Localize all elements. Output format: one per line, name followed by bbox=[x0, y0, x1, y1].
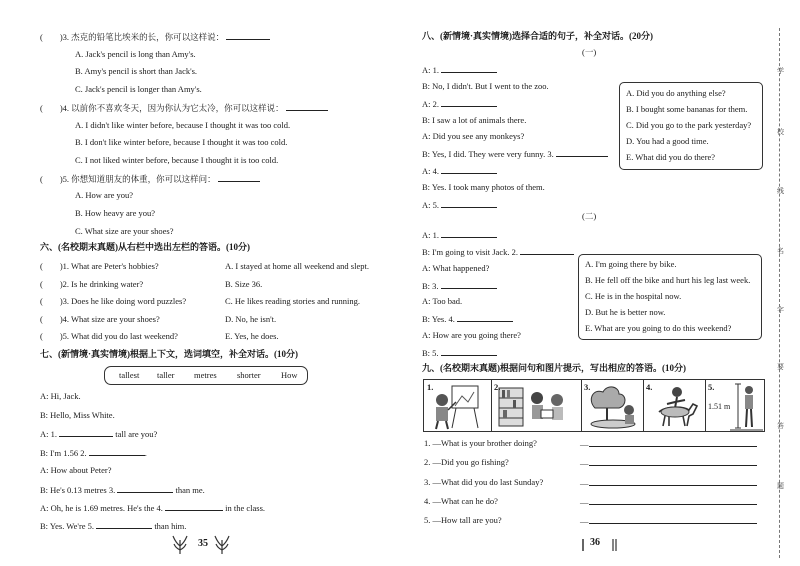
part1-options-box bbox=[619, 82, 763, 170]
dialogue-line: A: 5. bbox=[422, 199, 497, 211]
section6-question: ( )2. Is he drinking water? bbox=[40, 279, 144, 289]
section7-title: 七、(新情境·真实情境)根据上下文，选词填空，补全对话。(10分) bbox=[40, 349, 298, 359]
part2-options-box bbox=[578, 254, 762, 340]
section6-question: ( )4. What size are your shoes? bbox=[40, 314, 160, 324]
picture-2-reading: 2. bbox=[491, 380, 582, 431]
word-bank-item: tallest bbox=[119, 370, 140, 380]
dialogue-line: A: Oh, he is 1.69 metres. He's the 4. in the class. bbox=[40, 503, 266, 513]
section9-question: 5. —How tall are you? bbox=[424, 515, 502, 525]
binding-label: 校 bbox=[777, 128, 784, 136]
dialogue-line: A: 1. tall are you? bbox=[40, 429, 158, 439]
q3-option-a: A. Jack's pencil is long than Amy's. bbox=[75, 49, 196, 59]
section9-question: 4. —What can he do? bbox=[424, 496, 498, 506]
answer-line: — bbox=[580, 515, 757, 527]
dialogue-line: A: What happened? bbox=[422, 263, 490, 273]
dialogue-line: A: How about Peter? bbox=[40, 465, 112, 475]
dialogue-line: B: Hello, Miss White. bbox=[40, 410, 115, 420]
q4-option-b: B. I don't like winter before, because I thought it was too cold. bbox=[75, 137, 288, 147]
option-item: A. Did you do anything else? bbox=[626, 88, 726, 98]
word-bank-item: shorter bbox=[237, 370, 261, 380]
section6-question: ( )3. Does he like doing word puzzles? bbox=[40, 296, 187, 306]
q4-stem: ( )4. 以前你不喜欢冬天，因为你认为它太冷，你可以这样说： bbox=[40, 102, 328, 114]
q5-option-a: A. How are you? bbox=[75, 190, 134, 200]
dialogue-line: B: No, I didn't. But I went to the zoo. bbox=[422, 81, 549, 91]
page-marker-icon bbox=[580, 537, 590, 555]
option-item: A. I'm going there by bike. bbox=[585, 259, 677, 269]
dialogue-line: B: 3. bbox=[422, 280, 497, 292]
option-item: C. He is in the hospital now. bbox=[585, 291, 682, 301]
picture-strip bbox=[423, 379, 765, 432]
option-item: C. Did you go to the park yesterday? bbox=[626, 120, 752, 130]
section6-question: ( )1. What are Peter's hobbies? bbox=[40, 261, 159, 271]
dialogue-line: A: Too bad. bbox=[422, 296, 463, 306]
section8-part1-label: (一) bbox=[582, 47, 597, 57]
dialogue-line: B: He's 0.13 metres 3. than me. bbox=[40, 485, 205, 495]
q3-stem: ( )3. 杰克的铅笔比埃米的长，你可以这样说： bbox=[40, 31, 270, 43]
dialogue-line: B: Yes. I took many photos of them. bbox=[422, 182, 545, 192]
option-item: D. You had a good time. bbox=[626, 136, 709, 146]
answer-line: — bbox=[580, 457, 757, 469]
option-item: B. I bought some bananas for them. bbox=[626, 104, 748, 114]
dialogue-line: B: I'm going to visit Jack. 2. bbox=[422, 246, 574, 258]
dialogue-line: B: 5. bbox=[422, 347, 497, 359]
dialogue-line: A: 4. bbox=[422, 165, 497, 177]
answer-line: — bbox=[580, 496, 757, 508]
dialogue-line: A: 2. bbox=[422, 98, 497, 110]
binding-label: 字 bbox=[777, 306, 784, 314]
dialogue-line: B: I'm 1.56 2. . bbox=[40, 448, 147, 458]
section6-answer: C. He likes reading stories and running. bbox=[225, 296, 361, 306]
binding-dash-line bbox=[779, 28, 780, 558]
dialogue-line: B: Yes, I did. They were very funny. 3. bbox=[422, 148, 608, 160]
section9-question: 2. —Did you go fishing? bbox=[424, 457, 509, 467]
dialogue-line: A: Hi, Jack. bbox=[40, 391, 81, 401]
word-bank-item: How bbox=[281, 370, 298, 380]
q3-option-c: C. Jack's pencil is longer than Amy's. bbox=[75, 84, 202, 94]
height-label: 1.51 m bbox=[708, 402, 731, 411]
binding-label: 要 bbox=[777, 363, 784, 371]
section6-answer: A. I stayed at home all weekend and slept. bbox=[225, 261, 369, 271]
q4-option-a: A. I didn't like winter before, because I thought it was too cold. bbox=[75, 120, 291, 130]
binding-label: 线 bbox=[777, 187, 784, 195]
q5-stem: ( )5. 你想知道朋友的体重，你可以这样问： bbox=[40, 173, 260, 185]
answer-line: — bbox=[580, 477, 757, 489]
binding-label: 答 bbox=[777, 422, 784, 430]
dialogue-line: B: Yes. 4. bbox=[422, 313, 513, 325]
dialogue-line: A: 1. bbox=[422, 64, 497, 76]
section9-title: 九、(名校期末真题)根据问句和图片提示，写出相应的答语。(10分) bbox=[422, 363, 686, 373]
option-item: E. What did you do there? bbox=[626, 152, 716, 162]
section6-answer: E. Yes, he does. bbox=[225, 331, 279, 341]
q3-option-b: B. Amy's pencil is short than Jack's. bbox=[75, 66, 198, 76]
dialogue-line: A: Did you see any monkeys? bbox=[422, 131, 525, 141]
binding-label: 名 bbox=[777, 247, 784, 255]
dialogue-line: B: I saw a lot of animals there. bbox=[422, 115, 527, 125]
q5-option-b: B. How heavy are you? bbox=[75, 208, 156, 218]
answer-line: — bbox=[580, 438, 757, 450]
option-item: E. What are you going to do this weekend? bbox=[585, 323, 732, 333]
word-bank-item: metres bbox=[194, 370, 217, 380]
word-bank-item: taller bbox=[157, 370, 175, 380]
picture-4-riding: 4. bbox=[643, 380, 706, 431]
section9-question: 1. —What is your brother doing? bbox=[424, 438, 537, 448]
picture-5-height: 5. 1.51 m bbox=[705, 380, 764, 431]
section8-part2-label: (二) bbox=[582, 211, 597, 221]
picture-1-painting: 1. bbox=[424, 380, 492, 431]
q4-option-c: C. I not liked winter before, because I thought it is too cold. bbox=[75, 155, 279, 165]
option-item: B. He fell off the bike and hurt his leg last week. bbox=[585, 275, 751, 285]
page-number-right: 36 bbox=[590, 537, 600, 548]
dialogue-line: A: 1. bbox=[422, 229, 497, 241]
section9-question: 3. —What did you do last Sunday? bbox=[424, 477, 544, 487]
option-item: D. But he is better now. bbox=[585, 307, 666, 317]
binding-label: 题 bbox=[777, 482, 784, 490]
word-bank bbox=[104, 366, 308, 385]
section8-title: 八、(新情境·真实情境)选择合适的句子，补全对话。(20分) bbox=[422, 31, 653, 41]
section6-answer: B. Size 36. bbox=[225, 279, 263, 289]
q5-option-c: C. What size are your shoes? bbox=[75, 226, 174, 236]
section6-title: 六、(名校期末真题)从右栏中选出左栏的答语。(10分) bbox=[40, 242, 250, 252]
binding-label: 学 bbox=[777, 67, 784, 75]
dialogue-line: A: How are you going there? bbox=[422, 330, 521, 340]
picture-3-picnic: 3. bbox=[581, 380, 644, 431]
section6-answer: D. No, he isn't. bbox=[225, 314, 277, 324]
page-number-left: 35 bbox=[198, 538, 208, 549]
dialogue-line: B: Yes. We're 5. than him. bbox=[40, 521, 187, 531]
section6-question: ( )5. What did you do last weekend? bbox=[40, 331, 178, 341]
page-marker-icon bbox=[610, 537, 620, 555]
